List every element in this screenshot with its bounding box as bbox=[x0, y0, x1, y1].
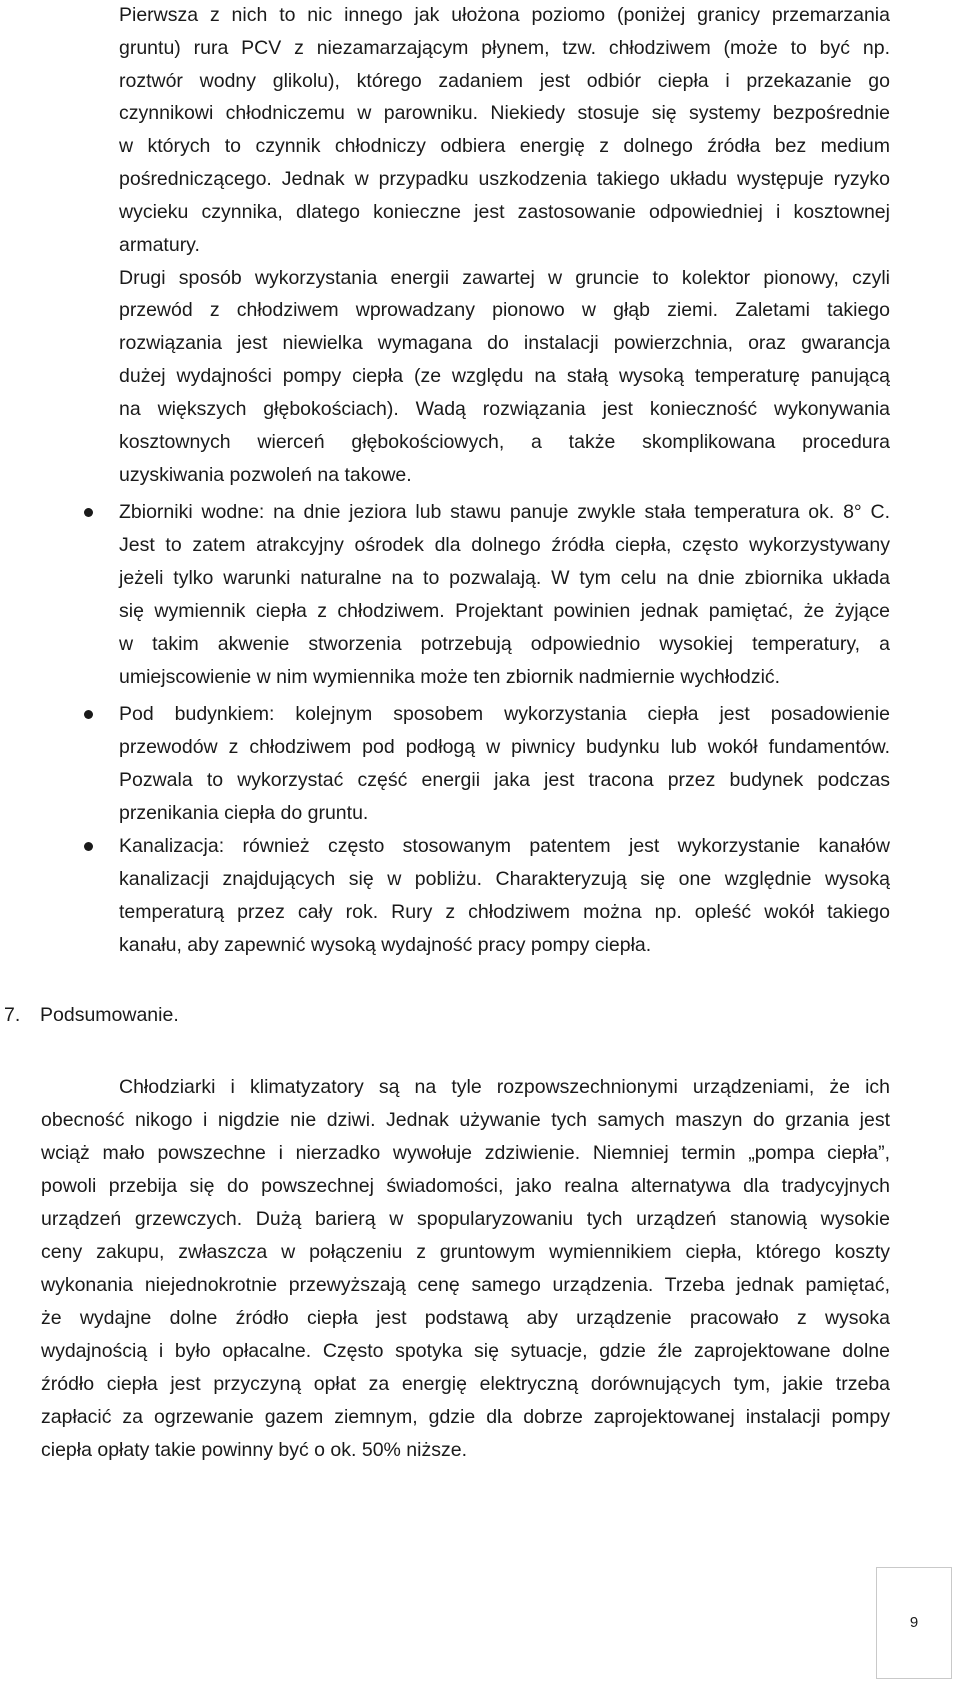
bullet-line: Jest to zatem atrakcyjny ośrodek dla dolnego źródła ciepła, często wykorzystywany bbox=[119, 534, 890, 556]
intro-line: kosztownych wierceń głębokościowych, a także skomplikowana procedura bbox=[119, 431, 890, 453]
bullet-line: jeżeli tylko warunki naturalne na to pozwalają. W tym celu na dnie zbiornika układa bbox=[119, 567, 890, 589]
intro-line: roztwór wodny glikolu), którego zadaniem jest odbiór ciepła i przekazanie go bbox=[119, 70, 890, 92]
bullet-line: Pozwala to wykorzystać część energii jaka jest tracona przez budynek podczas bbox=[119, 769, 890, 791]
bullet-line: Kanalizacja: również często stosowanym patentem jest wykorzystanie kanałów bbox=[119, 835, 890, 857]
page-number: 9 bbox=[909, 1614, 919, 1631]
summary-line: ciepła opłaty takie powinny być o ok. 50% niższe. bbox=[41, 1439, 467, 1461]
bullet-line: kanału, aby zapewnić wysoką wydajność pracy pompy ciepła. bbox=[119, 934, 652, 956]
summary-line: ceny zakupu, zwłaszcza w połączeniu z gruntowym wymiennikiem ciepła, którego koszty bbox=[41, 1241, 890, 1263]
bullet-line: przewodów z chłodziwem pod podłogą w piwnicy budynku lub wokół fundamentów. bbox=[119, 736, 890, 758]
bullet-line: się wymiennik ciepła z chłodziwem. Projektant powinien jednak pamiętać, że żyjące bbox=[119, 600, 890, 622]
summary-line: wykonania niejednokrotnie przewyższają cenę samego urządzenia. Trzeba jednak pamiętać, bbox=[41, 1274, 890, 1296]
intro-line: w których to czynnik chłodniczy odbiera energię z dolnego źródła bez medium bbox=[119, 135, 890, 157]
intro-line: czynnikowi chłodniczemu w parowniku. Niekiedy stosuje się systemy bezpośrednie bbox=[119, 102, 890, 124]
intro-line: gruntu) rura PCV z niezamarzającym płynem, tzw. chłodziwem (może to być np. bbox=[119, 37, 890, 59]
bullet-line: w takim akwenie stworzenia potrzebują odpowiednio wysokiej temperatury, a bbox=[119, 633, 890, 655]
intro-line: Drugi sposób wykorzystania energii zawartej w gruncie to kolektor pionowy, czyli bbox=[119, 267, 890, 289]
bullet-line: przenikania ciepła do gruntu. bbox=[119, 802, 369, 824]
intro-line: wycieku czynnika, dlatego konieczne jest zastosowanie odpowiedniej i kosztownej bbox=[119, 201, 890, 223]
bullet-line: umiejscowienie w nim wymiennika może ten zbiornik nadmiernie wychłodzić. bbox=[119, 666, 781, 688]
summary-line: że wydajne dolne źródło ciepła jest podstawą aby urządzenie pracowało z wysoka bbox=[41, 1307, 890, 1329]
intro-line: przewód z chłodziwem wprowadzany pionowo w głąb ziemi. Zaletami takiego bbox=[119, 299, 890, 321]
intro-line: na większych głębokościach). Wadą rozwiązania jest konieczność wykonywania bbox=[119, 398, 890, 420]
summary-line: urządzeń grzewczych. Dużą barierą w spopularyzowaniu tych urządzeń stanowią wysokie bbox=[41, 1208, 890, 1230]
intro-line: rozwiązania jest niewielka wymagana do instalacji powierzchnia, oraz gwarancja bbox=[119, 332, 890, 354]
summary-line: źródło ciepła jest przyczyną opłat za energię elektryczną dorównujących tym, jakie trzeba bbox=[41, 1373, 890, 1395]
section-number: 7. bbox=[4, 1004, 21, 1026]
bullet-icon bbox=[84, 508, 93, 517]
bullet-line: Zbiorniki wodne: na dnie jeziora lub stawu panuje zwykle stała temperatura ok. 8° C. bbox=[119, 501, 890, 523]
section-title: Podsumowanie. bbox=[40, 1004, 179, 1026]
summary-line: zapłacić za ogrzewanie gazem ziemnym, gdzie dla dobrze zaprojektowanej instalacji pompy bbox=[41, 1406, 890, 1428]
bullet-line: temperaturą przez cały rok. Rury z chłodziwem można np. opleść wokół takiego bbox=[119, 901, 890, 923]
summary-line: wydajnością i było opłacalne. Często spotyka się sytuacje, gdzie źle zaprojektowane dolne bbox=[41, 1340, 890, 1362]
summary-line: powoli przebija się do powszechnej świadomości, jako realna alternatywa dla tradycyjnych bbox=[41, 1175, 890, 1197]
bullet-icon bbox=[84, 842, 93, 851]
intro-line: dużej wydajności pompy ciepła (ze względu na stałą wysoką temperaturę panującą bbox=[119, 365, 890, 387]
intro-line: uzyskiwania pozwoleń na takowe. bbox=[119, 464, 412, 486]
bullet-line: Pod budynkiem: kolejnym sposobem wykorzystania ciepła jest posadowienie bbox=[119, 703, 890, 725]
bullet-line: kanalizacji znajdujących się w pobliżu. Charakteryzują się one względnie wysoką bbox=[119, 868, 890, 890]
intro-line: Pierwsza z nich to nic innego jak ułożona poziomo (poniżej granicy przemarzania bbox=[119, 4, 890, 26]
page-number-box bbox=[876, 1567, 952, 1679]
summary-line: wciąż mało powszechne i nierzadko wywołuje zdziwienie. Niemniej termin „pompa ciepła”, bbox=[41, 1142, 890, 1164]
intro-line: pośredniczącego. Jednak w przypadku uszkodzenia takiego układu występuje ryzyko bbox=[119, 168, 890, 190]
summary-line: obecność nikogo i nigdzie nie dziwi. Jednak używanie tych samych maszyn do grzania jest bbox=[41, 1109, 890, 1131]
intro-line: armatury. bbox=[119, 234, 200, 256]
summary-line: Chłodziarki i klimatyzatory są na tyle rozpowszechnionymi urządzeniami, że ich bbox=[119, 1076, 890, 1098]
bullet-icon bbox=[84, 710, 93, 719]
